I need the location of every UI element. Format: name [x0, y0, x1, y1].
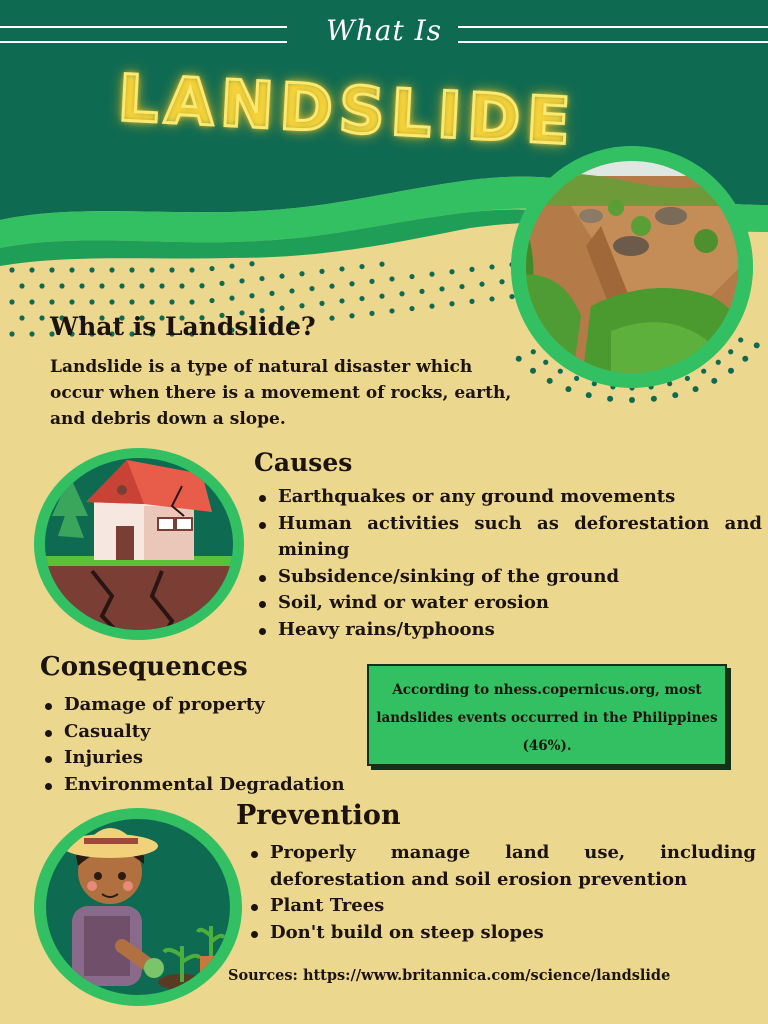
causes-heading: Causes	[254, 448, 353, 477]
landslide-photo	[511, 146, 753, 388]
statistic-callout	[367, 664, 727, 766]
callout-text: According to nhess.copernicus.org, most landslides events occurred in the Philippines (46%).	[376, 682, 718, 754]
page-title: LANDSLIDE	[116, 62, 578, 160]
list-item: Properly manage land use, including deforestation and soil erosion prevention	[248, 840, 756, 893]
list-item: Damage of property	[42, 692, 422, 719]
list-item: Soil, wind or water erosion	[256, 590, 762, 617]
what-description: Landslide is a type of natural disaster which occur when there is a movement of rocks, earth, and debris down a slope.	[50, 357, 512, 429]
list-item: Casualty	[42, 719, 422, 746]
list-item: Injuries	[42, 745, 422, 772]
farmer-planting-illustration	[32, 806, 244, 1008]
consequences-list	[42, 692, 422, 798]
prevention-heading: Prevention	[236, 800, 401, 831]
cracked-house-illustration	[32, 446, 246, 642]
page-subtitle: What Is	[325, 14, 443, 47]
causes-list	[256, 484, 762, 643]
list-item: Human activities such as deforestation and mining	[256, 511, 762, 564]
list-item: Heavy rains/typhoons	[256, 617, 762, 644]
sources-link[interactable]: Sources: https://www.britannica.com/science/landslide	[228, 967, 671, 984]
consequences-heading: Consequences	[40, 652, 248, 682]
list-item: Environmental Degradation	[42, 772, 422, 799]
list-item: Subsidence/sinking of the ground	[256, 564, 762, 591]
prevention-list	[248, 840, 756, 946]
list-item: Don't build on steep slopes	[248, 920, 756, 947]
list-item: Plant Trees	[248, 893, 756, 920]
list-item: Earthquakes or any ground movements	[256, 484, 762, 511]
what-heading: What is Landslide?	[50, 312, 316, 341]
